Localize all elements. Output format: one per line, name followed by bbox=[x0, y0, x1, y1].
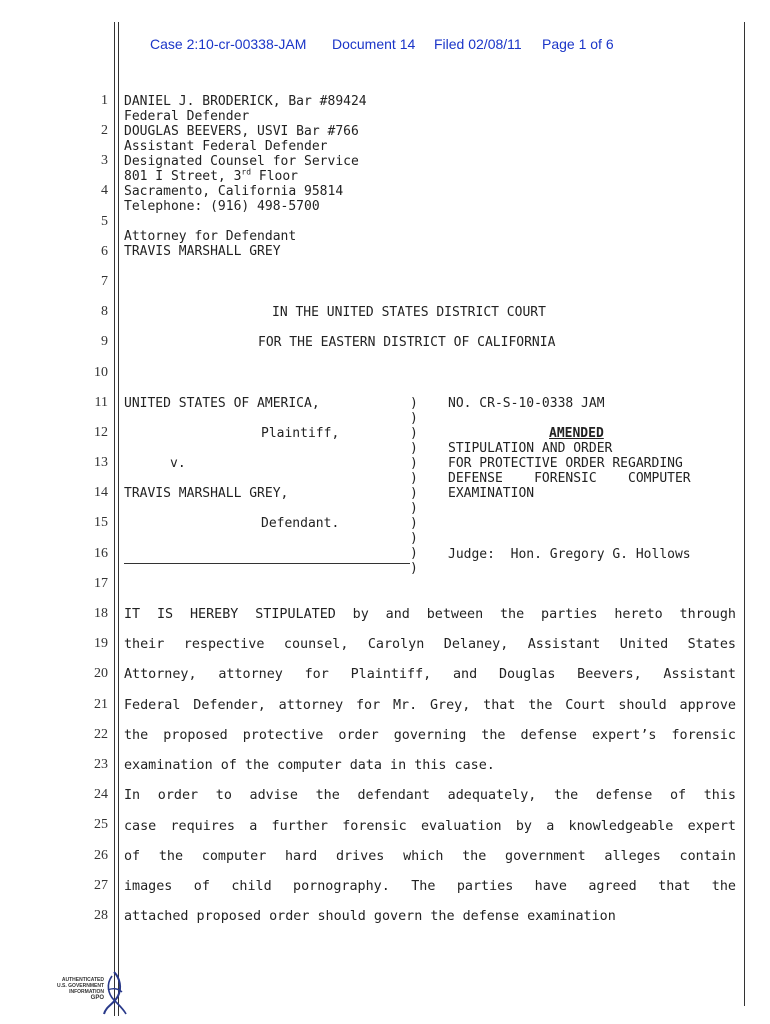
line-number: 3 bbox=[101, 153, 108, 168]
line-number: 2 bbox=[101, 123, 108, 138]
case-number: NO. CR-S-10-0338 JAM bbox=[448, 396, 605, 411]
line-number: 16 bbox=[94, 546, 108, 561]
line-number: 8 bbox=[101, 304, 108, 319]
line-number: 4 bbox=[101, 183, 108, 198]
body-line: of the computer hard drives which the government alleges contain bbox=[124, 849, 736, 864]
line-number: 1 bbox=[101, 93, 108, 108]
document-title-line: STIPULATION AND ORDER bbox=[448, 441, 613, 456]
line-number: 20 bbox=[94, 666, 108, 681]
line-number: 5 bbox=[101, 214, 108, 229]
line-number: 22 bbox=[94, 727, 108, 742]
line-number: 13 bbox=[94, 455, 108, 470]
body-line: Federal Defender, attorney for Mr. Grey, that the Court should approve bbox=[124, 698, 736, 713]
body-line: In order to advise the defendant adequately, the defense of this bbox=[124, 788, 736, 803]
judge-name: Judge: Hon. Gregory G. Hollows bbox=[448, 547, 691, 562]
body-line: attached proposed order should govern the defense examination bbox=[124, 909, 616, 924]
body-line: Attorney, attorney for Plaintiff, and Douglas Beevers, Assistant bbox=[124, 667, 736, 682]
line-number: 18 bbox=[94, 606, 108, 621]
filing-header bbox=[0, 36, 770, 132]
line-number: 11 bbox=[94, 395, 108, 410]
document-title-line: EXAMINATION bbox=[448, 486, 535, 501]
caption-underline bbox=[124, 563, 410, 564]
body-line: the proposed protective order governing the defense expert’s forensic bbox=[124, 728, 736, 743]
gpo-logo-text: AUTHENTICATED U.S. GOVERNMENT INFORMATION GPO bbox=[57, 977, 104, 1001]
line-number: 12 bbox=[94, 425, 108, 440]
body-line: images of child pornography. The parties have agreed that the bbox=[124, 879, 736, 894]
counsel-line: Assistant Federal Defender bbox=[124, 139, 328, 154]
counsel-line: Telephone: (916) 498-5700 bbox=[124, 199, 320, 214]
line-number: 24 bbox=[94, 787, 108, 802]
line-number: 27 bbox=[94, 878, 108, 893]
plaintiff-role: Plaintiff, bbox=[261, 426, 340, 441]
caption-bracket: ) ) ) ) ) ) ) ) ) ) ) ) bbox=[410, 396, 418, 576]
body-line: examination of the computer data in this case. bbox=[124, 758, 495, 773]
line-number: 19 bbox=[94, 636, 108, 651]
body-line: their respective counsel, Carolyn Delaney, Assistant United States bbox=[124, 637, 736, 652]
line-number: 7 bbox=[101, 274, 108, 289]
line-number: 26 bbox=[94, 848, 108, 863]
line-number: 25 bbox=[94, 817, 108, 832]
document-number-stamp: Document 14 bbox=[332, 36, 416, 52]
plaintiff-name: UNITED STATES OF AMERICA, bbox=[124, 396, 320, 411]
body-line: case requires a further forensic evaluation by a knowledgeable expert bbox=[124, 819, 736, 834]
versus-label: v. bbox=[170, 456, 186, 471]
line-number: 21 bbox=[94, 697, 108, 712]
counsel-line: Federal Defender bbox=[124, 109, 250, 124]
line-number: 9 bbox=[101, 334, 108, 349]
left-margin-rule-outer bbox=[114, 22, 115, 1016]
right-margin-rule bbox=[744, 22, 745, 1006]
document-title-line: DEFENSE FORENSIC COMPUTER bbox=[448, 471, 691, 486]
line-number: 10 bbox=[94, 365, 108, 380]
court-name: IN THE UNITED STATES DISTRICT COURT bbox=[272, 305, 546, 320]
defendant-name: TRAVIS MARSHALL GREY, bbox=[124, 486, 289, 501]
line-number: 17 bbox=[94, 576, 108, 591]
counsel-line: Sacramento, California 95814 bbox=[124, 184, 344, 199]
line-number: 15 bbox=[94, 515, 108, 530]
filed-date-stamp: Filed 02/08/11 bbox=[434, 36, 522, 52]
line-number: 14 bbox=[94, 485, 108, 500]
line-number: 28 bbox=[94, 908, 108, 923]
left-margin-rule-inner bbox=[118, 22, 119, 1016]
counsel-line: DANIEL J. BRODERICK, Bar #89424 bbox=[124, 94, 367, 109]
page-count-stamp: Page 1 of 6 bbox=[542, 36, 614, 52]
court-district: FOR THE EASTERN DISTRICT OF CALIFORNIA bbox=[258, 335, 556, 350]
case-number-stamp: Case 2:10-cr-00338-JAM bbox=[150, 36, 307, 52]
document-title-line: FOR PROTECTIVE ORDER REGARDING bbox=[448, 456, 683, 471]
counsel-line: DOUGLAS BEEVERS, USVI Bar #766 bbox=[124, 124, 359, 139]
counsel-line: Designated Counsel for Service bbox=[124, 154, 359, 169]
line-number: 23 bbox=[94, 757, 108, 772]
counsel-role: Attorney for Defendant bbox=[124, 229, 297, 244]
amended-label: AMENDED bbox=[549, 426, 604, 441]
client-name: TRAVIS MARSHALL GREY bbox=[124, 244, 281, 259]
eagle-seal-icon bbox=[100, 970, 130, 1016]
defendant-role: Defendant. bbox=[261, 516, 340, 531]
body-line: IT IS HEREBY STIPULATED by and between the parties hereto through bbox=[124, 607, 736, 622]
counsel-address-line: 801 I Street, 3rd Floor bbox=[124, 167, 299, 184]
line-number: 6 bbox=[101, 244, 108, 259]
